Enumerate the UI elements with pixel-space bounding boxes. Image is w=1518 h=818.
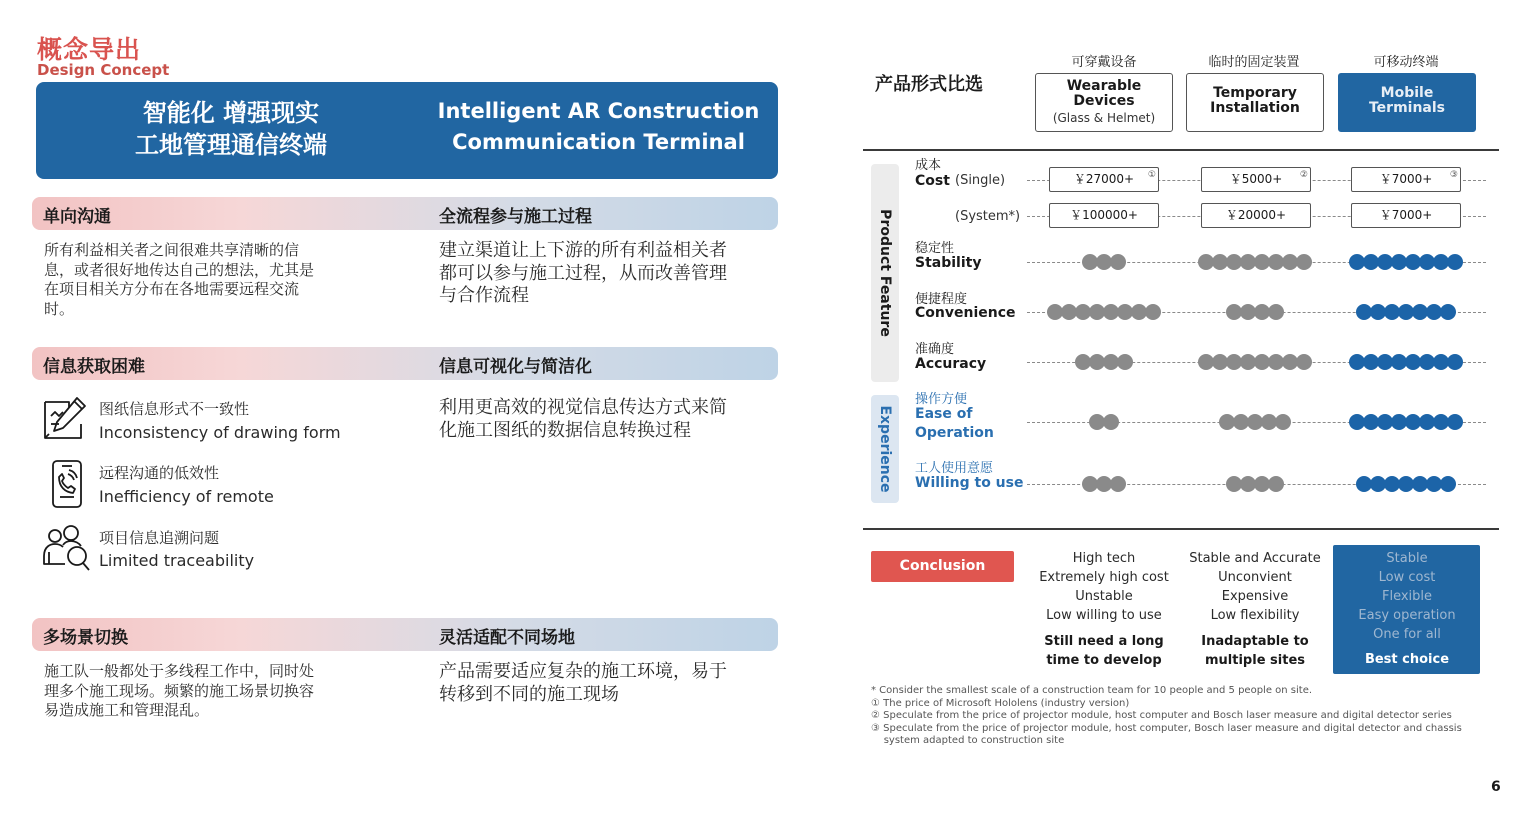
rating-dot	[1447, 414, 1463, 430]
price-single-temporary: ￥5000+ ②	[1201, 167, 1311, 192]
issue-1-cn: 图纸信息形式不一致性	[99, 400, 250, 418]
row-label-convenience-en: Convenience	[915, 305, 1016, 321]
divider-bottom	[863, 528, 1499, 530]
conclusion-temporary: Stable and Accurate Unconvient Expensive Low flexibility Inadaptable to multiple sites	[1189, 551, 1321, 668]
page-number: 6	[1491, 779, 1501, 795]
row-label-ease-en-1: Ease of	[915, 406, 973, 422]
group-tab-experience: Experience	[871, 395, 899, 503]
problem-description: 施工队一般都处于多线程工作中，同时处 理多个施工现场。频繁的施工场景切换容 易造成施工和管理混乱。	[44, 662, 315, 719]
row-label-ease-cn: 操作方便	[915, 392, 968, 407]
column-caption-temporary: 临时的固定装置	[1208, 55, 1300, 70]
price-single-mobile: ￥7000+ ③	[1351, 167, 1461, 192]
column-caption-mobile: 可移动终端	[1373, 55, 1439, 70]
rating-dot	[1110, 476, 1126, 492]
problem-heading: 单向沟通	[43, 207, 111, 227]
rating-row-convenience	[0, 304, 1518, 320]
row-label-willing-en: Willing to use	[915, 475, 1024, 491]
rating-dot	[1275, 414, 1291, 430]
footnote-marker: ①	[1147, 170, 1156, 180]
column-header-temporary: Temporary Installation	[1186, 73, 1324, 132]
hero-banner	[36, 82, 778, 179]
rating-dot	[1117, 354, 1133, 370]
rating-dot	[1440, 304, 1456, 320]
rating-row-accuracy	[0, 354, 1518, 370]
hero-title-en: Intelligent AR Construction Communication Terminal	[437, 99, 760, 154]
rating-dot	[1268, 304, 1284, 320]
solution-heading: 全流程参与施工过程	[439, 207, 592, 227]
row-label-willing-cn: 工人使用意愿	[915, 461, 994, 476]
footnote-marker: ③	[1449, 170, 1458, 180]
solution-description: 产品需要适应复杂的施工环境，易于 转移到不同的施工现场	[439, 661, 727, 705]
issue-1-en: Inconsistency of drawing form	[99, 423, 341, 442]
conclusion-wearable: High tech Extremely high cost Unstable Low willing to use Still need a long time to develop	[1039, 551, 1169, 668]
row-label-cost-system: (System*)	[955, 209, 1021, 224]
row-label-cost-en: Cost	[915, 173, 950, 189]
solution-heading: 信息可视化与简洁化	[439, 357, 592, 377]
rating-dot	[1110, 254, 1126, 270]
section-bar-multi-scene	[32, 618, 778, 651]
issue-3-cn: 项目信息追溯问题	[99, 529, 220, 547]
row-label-ease-en-2: Operation	[915, 425, 994, 441]
row-label-accuracy-cn: 准确度	[915, 342, 955, 357]
price-system-mobile: ￥7000+	[1351, 203, 1461, 228]
rating-row-stability	[0, 254, 1518, 270]
issue-2-en: Inefficiency of remote	[99, 487, 274, 506]
rating-dot	[1296, 354, 1312, 370]
price-system-wearable: ￥100000+	[1049, 203, 1159, 228]
problem-heading: 多场景切换	[43, 628, 128, 648]
rating-dot	[1268, 476, 1284, 492]
rating-dot	[1447, 354, 1463, 370]
issue-3-en: Limited traceability	[99, 551, 255, 570]
rating-dot	[1145, 304, 1161, 320]
row-label-stability-en: Stability	[915, 255, 982, 271]
footnote-marker: ②	[1299, 170, 1308, 180]
column-header-wearable: Wearable Devices (Glass & Helmet)	[1035, 73, 1173, 132]
rating-dot	[1296, 254, 1312, 270]
group-tab-product-feature: Product Feature	[871, 164, 899, 382]
issue-2-cn: 远程沟通的低效性	[99, 464, 220, 482]
rating-row-ease	[0, 414, 1518, 430]
page-title-cn: 概念导出	[37, 35, 142, 64]
price-single-wearable: ￥27000+ ①	[1049, 167, 1159, 192]
rating-dot	[1440, 476, 1456, 492]
rating-row-willing	[0, 476, 1518, 492]
problem-description: 所有利益相关者之间很难共享清晰的信 息，或者很好地传达自己的想法，尤其是 在项目相关方分布在各地需要远程交流 时。	[44, 241, 315, 318]
rating-dot	[1447, 254, 1463, 270]
page-title-en: Design Concept	[37, 61, 170, 79]
problem-heading: 信息获取困难	[43, 357, 145, 377]
conclusion-mobile: Stable Low cost Flexible Easy operation One for all Best choice	[1358, 551, 1456, 667]
footnotes: * Consider the smallest scale of a construction team for 10 people and 5 people on site. ① The price of Microsoft Hololens (industry version) ② Speculate from the price of projector module, host computer and Bosch laser measure and digital detector series ③ Speculate from the price of projector module, host computer, Bosch laser measure and digital detector and chassis system adapted to construction site	[871, 685, 1462, 746]
column-caption-wearable: 可穿戴设备	[1071, 55, 1137, 70]
row-label-convenience-cn: 便捷程度	[915, 292, 968, 307]
hero-title-cn: 智能化 增强现实 工地管理通信终端	[135, 99, 327, 159]
divider-top	[863, 149, 1499, 151]
column-header-mobile: Mobile Terminals	[1338, 73, 1476, 132]
row-label-cost-single: (Single)	[955, 173, 1006, 188]
section-bar-communication	[32, 197, 778, 230]
solution-description: 建立渠道让上下游的所有利益相关者 都可以参与施工过程，从而改善管理 与合作流程	[439, 240, 727, 306]
solution-heading: 灵活适配不同场地	[439, 628, 575, 648]
row-label-accuracy-en: Accuracy	[915, 356, 987, 372]
row-label-stability-cn: 稳定性	[915, 241, 955, 256]
solution-description: 利用更高效的视觉信息传达方式来简 化施工图纸的数据信息转换过程	[439, 397, 727, 441]
people-search-icon	[41, 522, 93, 574]
comparison-title: 产品形式比选	[875, 74, 983, 95]
conclusion-label: Conclusion	[871, 551, 1014, 582]
row-label-cost-cn: 成本	[915, 158, 942, 173]
rating-dot	[1103, 414, 1119, 430]
price-system-temporary: ￥20000+	[1201, 203, 1311, 228]
